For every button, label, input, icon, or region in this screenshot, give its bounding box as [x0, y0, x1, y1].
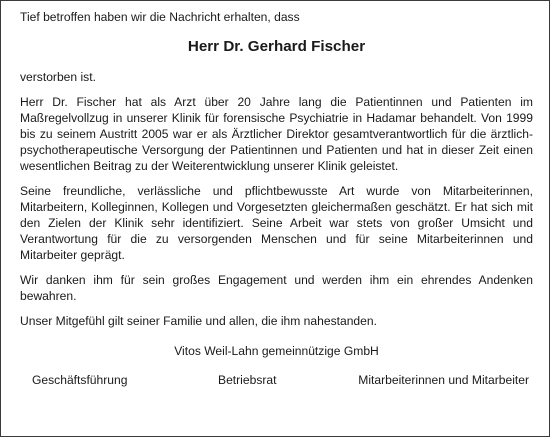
paragraph-thanks: Wir danken ihm für sein großes Engagement und werden ihm ein ehrendes Andenken bewahren.: [20, 273, 533, 303]
intro-text: Tief betroffen haben wir die Nachricht erhalten, dass: [20, 10, 300, 24]
signer-staff: Mitarbeiterinnen und Mitarbeiter: [358, 373, 529, 387]
paragraph-condolence: Unser Mitgefühl gilt seiner Familie und allen, die ihm nahestanden.: [20, 314, 377, 328]
notice-content: [20, 9, 533, 388]
deceased-text: verstorben ist.: [20, 70, 96, 84]
signer-management: Geschäftsführung: [32, 373, 128, 387]
paragraph-character: Seine freundliche, verlässliche und pflichtbewusste Art wurde von Mitarbeiterinnen, Mitarbeitern, Kolleginnen, Kollegen und Vorgesetzten gleichermaßen geschätzt. Er hat sich mit den Zielen der Klinik sehr identifiziert. Seine Arbeit war stets von großer Umsicht und Verantwortung für die zu versorgenden Menschen und für seine Mitarbeiterinnen und Mitarbeiter geprägt.: [20, 184, 533, 262]
signer-works-council: Betriebsrat: [218, 373, 277, 387]
organization-name: Vitos Weil-Lahn gemeinnützige GmbH: [174, 344, 379, 358]
paragraph-career: Herr Dr. Fischer hat als Arzt über 20 Jahre lang die Patientinnen und Patienten im Maßregelvollzug in unserer Klinik für forensische Psychiatrie in Hadamar behandelt. Von 1999 bis zu seinem Austritt 2005 war er als Ärztlicher Direktor gesamtverantwortlich für die ärztlich-psychotherapeutische Versorgung der Patientinnen und Patienten und hat in dieser Zeit einen wesentlichen Beitrag zu der Weiterentwicklung unserer Klinik geleistet.: [20, 95, 533, 173]
deceased-name: Herr Dr. Gerhard Fischer: [187, 38, 366, 55]
signers-row: [20, 372, 533, 388]
